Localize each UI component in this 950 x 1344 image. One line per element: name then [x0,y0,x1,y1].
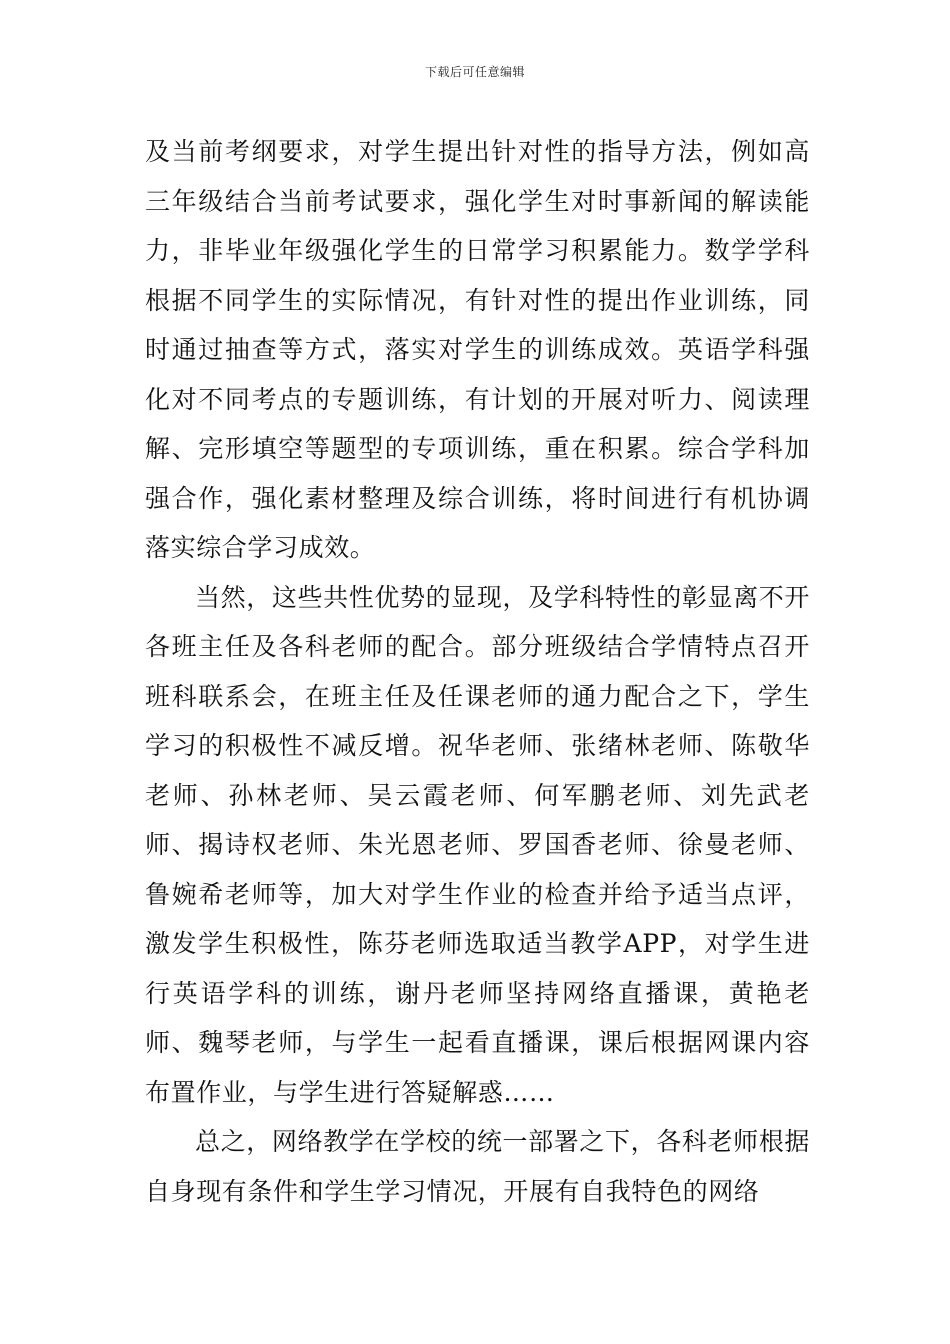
body-text [145,127,810,1216]
paragraph-3: 总之，网络教学在学校的统一部署之下，各科老师根据自身现有条件和学生学习情况，开展有自我特色的网络 [145,1127,810,1206]
paragraph-1: 及当前考纲要求，对学生提出针对性的指导方法，例如高三年级结合当前考试要求，强化学生对时事新闻的解读能力，非毕业年级强化学生的日常学习积累能力。数学学科根据不同学生的实际情况，有针对性的提出作业训练，同时通过抽查等方式，落实对学生的训练成效。英语学科强化对不同考点的专题训练，有计划的开展对听力、阅读理解、完形填空等题型的专项训练，重在积累。综合学科加强合作，强化素材整理及综合训练，将时间进行有机协调落实综合学习成效。 [145,137,810,562]
paragraph-2: 当然，这些共性优势的显现，及学科特性的彰显离不开各班主任及各科老师的配合。部分班级结合学情特点召开班科联系会，在班主任及任课老师的通力配合之下，学生学习的积极性不减反增。祝华老师、张绪林老师、陈敬华老师、孙林老师、吴云霞老师、何军鹏老师、刘先武老师、揭诗权老师、朱光恩老师、罗国香老师、徐曼老师、鲁婉希老师等，加大对学生作业的检查并给予适当点评，激发学生积极性，陈芬老师选取适当教学APP，对学生进行英语学科的训练，谢丹老师坚持网络直播课，黄艳老师、魏琴老师，与学生一起看直播课，课后根据网课内容布置作业，与学生进行答疑解惑…… [145,582,810,1107]
header-note: 下载后可任意编辑 [424,65,525,79]
